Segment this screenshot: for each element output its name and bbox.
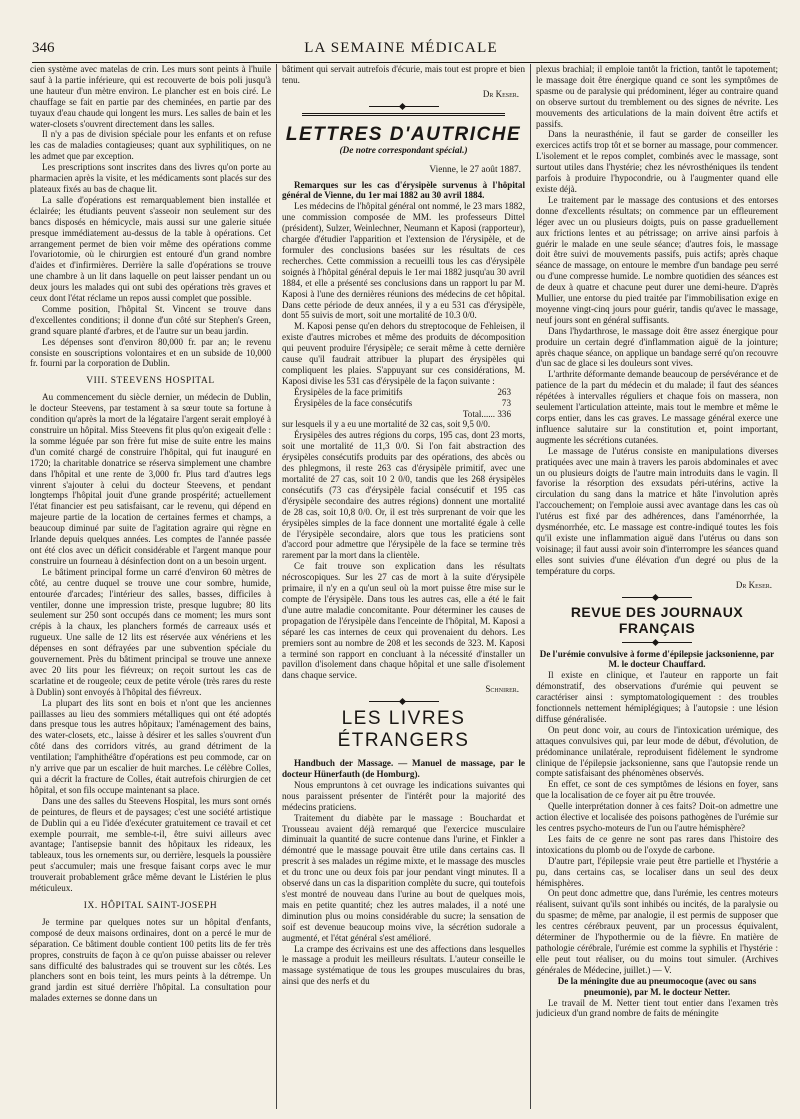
paragraph: La salle d'opérations est remarquablement bien installée et éclairée; les étudiants peuvent s'asseoir non seulement sur des bancs disposés en hémicycle, mais aussi sur une galerie située presque immédiatement au-dessus de la table à opérations. Cet arrangement permet de bien voir même des opérations comme l'ovariotomie, où le chirurgien est entouré d'un grand nombre d'aides et d'infirmières. Derrière la salle d'opérations se trouve une chambre à un lit dans laquelle on peut laisser pendant un ou deux jours les malades qui ont subi des opérations très graves et ceux dont l'état réclame un repos aussi complet que possible.: [30, 194, 271, 304]
stat-total: Total...... 336: [462, 408, 511, 419]
paragraph: Dans l'hydarthrose, le massage doit être assez énergique pour produire un certain degré d'inflammation aiguë de la jointure; après chaque séance, on applique un bandage serré qu'on recouvre d'un sac de glace si les douleurs sont vives.: [536, 325, 778, 369]
paragraph: Le massage de l'utérus consiste en manipulations diverses pratiquées avec une main à travers les parois abdominales et avec un ou plusieurs doigts de l'autre main introduits dans le vagin. Il favorise la résorption des exsudats péri-utérins, active la circulation du sang dans la matrice et hâte l'involution après l'accouchement; on l'emploie aussi avec avantage dans les cas où l'utérus est fixé par des adhérences, dans l'aménorrhée, la dysménorrhée, etc. Le massage est contre-indiqué toutes les fois qu'il existe une inflammation aiguë dans l'utérus ou dans son voisinage; il faut aussi avoir soin d'interrompre les séances quand elles sont suivies d'une élévation d'un degré ou plus de la température du corps.: [536, 445, 778, 576]
article-lead: De l'urémie convulsive à forme d'épilepsie jacksonienne, par M. le docteur Chauffard.: [539, 648, 775, 670]
page-header: [32, 40, 770, 63]
paragraph: La crampe des écrivains est une des affections dans lesquelles le massage a produit les meilleurs résultats. L'auteur conseille le massage systématique de tous les groupes musculaires du bras, ainsi que des nerfs et du: [282, 943, 525, 987]
journal-title: LA SEMAINE MÉDICALE: [304, 40, 498, 56]
paragraph: bâtiment qui servait autrefois d'écurie, mais tout est propre et bien tenu.: [282, 64, 525, 85]
article-lead: Handbuch der Massage. — Manuel de massage, par le docteur Hünerfauth (de Homburg).: [282, 758, 525, 780]
stat-row: [282, 398, 525, 409]
paragraph: Le bâtiment principal forme un carré d'environ 60 mètres de côté, au centre duquel se trouve une cour sombre, humide, entourée d'arcades; l'intérieur des salles, basses, difficiles à ventiler, donne une impression triste, presque lugubre; 80 lits seulement sur 250 sont occupés dans ce moment; les murs sont crépis à la chaux, les planchers formés de carreaux usés et rugueux. Une salle de 12 lits est réservée aux vénériens et les dépenses en sont défrayées par une subvention spéciale du gouvernement. Près du bâtiment principal se trouve une annexe avec 20 lits pour les fiévreux; on reçoit surtout les cas de scarlatine et de rougeole; ceux de petite vérole (très rares du reste à Dublin) sont envoyés à l'hôpital des fiévreux.: [30, 566, 271, 697]
paragraph: Au commencement du siècle dernier, un médecin de Dublin, le docteur Steevens, par testament à sa sœur toute sa fortune à condition qu'après la mort de la légataire l'argent serait employé à construire un hôpital. Miss Steevens fit plus qu'on exigeait d'elle : la somme léguée par son frère fut mise de suite entre les mains d'un comité chargé de construire l'hôpital, qui fut inauguré en 1720; la charitable donatrice se réserva simplement une chambre dans l'hôpital et une rente de 3,000 fr. Plus tard d'autres legs vinrent s'ajouter à celui du docteur Steevens, et pendant longtemps l'hôpital jouit d'une grande prospérité; actuellement l'état financier est peu satisfaisant, car le revenu, qui dépend en majeure partie de la location de certaines fermes et champs, a beaucoup diminué par suite de l'agitation agraire qui règne en Irlande depuis quelques années. Les comptes de l'année passée ont été clos avec un déficit considérable et l'argent manque pour construire un fourneau à désinfection dont on a un besoin urgent.: [30, 392, 271, 566]
paragraph: Le traitement par le massage des contusions et des entorses donne d'excellents résultats; on commence par un effleurement léger avec un ou plusieurs doigts, puis on passe graduellement aux frictions lentes et au pétrissage; on arrive ainsi parfois à guérir le malade en une seule séance; d'autres fois, le massage doit être suivi de mouvements passifs, puis actifs; après chaque séance de massage, on entoure le membre d'un bandage peu serré ou d'une compresse humide. Le nombre quotidien des séances est de deux à quatre et chacune peut durer une demi-heure. D'après Mullier, une entorse du pied traitée par l'immobilisation exige en moyenne vingt-cinq jours pour guérir, tandis qu'avec le massage, neuf jours sont en général suffisants.: [536, 194, 778, 325]
paragraph: Le travail de M. Netter tient tout entier dans l'examen très judicieux d'un grand nombre de faits de méningite: [536, 997, 778, 1019]
paragraph: Dans la neurasthénie, il faut se garder de conseiller les exercices actifs trop tôt et se borner au massage, pour commencer. L'isolement et le repos complet, combinés avec le massage, sont surtout utiles dans l'hystérie; chez les névrosthéniques ils tendent parfois à produire l'hypocondrie, ou à l'augmenter quand elle existe déjà.: [536, 129, 778, 194]
paragraph: Les médecins de l'hôpital général ont nommé, le 23 mars 1882, une commission composée de MM. les professeurs Dittel (président), Sulzer, Weinlechner, Neumann et Kaposi (rapporteur), chargée d'étudier l'apparition et l'extension de l'érysipèle, et de formuler des conclusions basées sur les résultats de ces recherches. Cette commission a recueilli tous les cas d'érysipèle soignés à l'hôpital général depuis le 1er mai 1882 jusqu'au 30 avril 1884, et elle a présenté ses conclusions dans un rapport lu par M. Kaposi à l'une des dernières réunions des médecins de cet hôpital. Dans cette période de deux années, il y a eu 531 cas d'érysipèle, dont 55 suivis de mort, soit une mortalité de 10.3 0/0.: [282, 201, 525, 321]
signature: Dr Keser.: [482, 88, 519, 99]
paragraph: Les dépenses sont d'environ 80,000 fr. par an; le revenu consiste en souscriptions volontaires et en un subside de 10,000 fr. fourni par la corporation de Dublin.: [30, 336, 271, 369]
paragraph: Les prescriptions sont inscrites dans des livres qu'on porte au pharmacien après la visite, et les médicaments sont placés sur des plateaux fixés au bas de chaque lit.: [30, 162, 271, 194]
column-3: [536, 64, 778, 1109]
lettres-autriche-title: LETTRES D'AUTRICHE: [285, 123, 522, 145]
paragraph: Comme position, l'hôpital St. Vincent se trouve dans d'excellentes conditions; il donne d'un côté sur Stephen's Green, grand square planté d'arbres, et de l'autre sur un beau jardin.: [30, 303, 271, 336]
stat-label: Érysipèles de la face consécutifs: [294, 397, 413, 408]
signature: Schnirer.: [485, 684, 519, 695]
stat-label: Érysipèles de la face primitifs: [294, 386, 403, 397]
column-1: [30, 64, 271, 1109]
title-rule: [302, 115, 505, 116]
lettres-autriche-subtitle: (De notre correspondant spécial.): [339, 145, 468, 156]
livres-etrangers-title: LES LIVRES ÉTRANGERS: [337, 708, 470, 752]
paragraph: Il n'y a pas de division spéciale pour les enfants et on refuse les cas de maladies contagieuses; quant aux syphilitiques, on ne les admet que par exception.: [30, 129, 271, 162]
column-2: [282, 64, 525, 1109]
dateline: Vienne, le 27 août 1887.: [429, 164, 521, 175]
paragraph: cien système avec matelas de crin. Les murs sont peints à l'huile sauf à la partie inférieure, qui est recouverte de bois poli jusqu'à une hauteur d'un mètre environ. Le plancher est en bois ciré. Le chauffage se fait en partie par des cheminées, en partie par des tuyaux d'eau chaude qui longent les murs. Les salles de bain et les water-closets s'ouvrent directement dans les salles.: [30, 64, 271, 129]
paragraph: Il existe en clinique, et l'auteur en rapporte un fait démonstratif, des observations d'urémie qui peuvent se caractériser ainsi : symptomatologiquement : des troubles fonctionnels nettement hémiplégiques; à l'autopsie : une lésion diffuse généralisée.: [536, 670, 778, 724]
column-rule-left: [276, 64, 277, 1109]
paragraph: On peut donc admettre que, dans l'urémie, les centres moteurs réalisent, suivant qu'ils sont inhibés ou incités, de la paralysie ou du spasme; de même, par analogie, il est permis de supposer que les centres cérébraux peuvent, par un processus équivalent, déterminer de l'hypothermie ou de la fièvre. En matière de pathologie cérébrale, l'urémie est comme la syphilis et l'hystérie : elle peut tout réaliser, ou du moins tout simuler. (Archives générales de Médecine, juillet.) — V.: [536, 888, 778, 975]
paragraph: Ce fait trouve son explication dans les résultats nécroscopiques. Sur les 27 cas de mort à la suite d'érysipèle primaire, il n'y en a qu'un seul où la mort puisse être mise sur le compte de l'érysipèle. Dans tous les autres cas, elle a été le fait d'une autre maladie concomitante. Pour déterminer les causes de propagation de l'érysipèle dans l'enceinte de l'hôpital, M. Kaposi a séparé les cas internes de ceux qui provenaient du dehors. Les premiers sont au nombre de 208 et les seconds de 323. M. Kaposi a terminé son rapport en concluant à la nécessité d'installer un pavillon d'isolement dans chaque hôpital et une salle d'isolement dans chaque service.: [282, 561, 525, 681]
paragraph: Dans une des salles du Steevens Hospital, les murs sont ornés de peintures, de fleurs et de paysages; c'est une société artistique de Dublin qui a eu l'idée d'exécuter gratuitement ce travail et cet exemple pourrait, me semble-t-il, être suivi ailleurs avec avantage; l'antisepsie bannit des hôpitaux les rideaux, les tableaux, tous les ornements sur, ou derrière, lesquels la poussière peut s'accumuler; mais une fresque faisant corps avec le mur trouverait probablement grâce même devant le Listérien le plus méticuleux.: [30, 795, 271, 894]
paragraph: plexus brachial; il emploie tantôt la friction, tantôt le tapotement; le massage doit être énergique quand ce sont les symptômes de spasme ou de paralysie qui prédominent, léger au contraire quand on observe surtout du tremblement ou des signes de névrite. Les mouvements des articulations de la main doivent être actifs et passifs.: [536, 64, 778, 129]
title-rule: [302, 113, 505, 114]
section-heading-steevens: VIII. STEEVENS HOSPITAL: [86, 376, 215, 387]
paragraph: La plupart des lits sont en bois et n'ont que les anciennes paillasses au lieu des sommiers métalliques qui ont été adoptés dans presque tous les autres hôpitaux; l'aménagement des bains, des water-closets, etc., laisse à désirer et les salles s'ouvrent d'un côté dans des corridors vitrés, au grand détriment de la ventilation; l'amphithéâtre d'opérations est peu commode, car on n'y arrive que par un escalier de huit marches. Le célèbre Colles, qui a décrit la fracture de Colles, était autrefois chirurgien de cet hôpital, et son fils occupe maintenant sa place.: [30, 697, 271, 795]
paragraph: En effet, ce sont de ces symptômes de lésions en foyer, sans que la localisation de ce foyer ait pu être trouvée.: [536, 779, 778, 801]
paragraph: L'arthrite déformante demande beaucoup de persévérance et de patience de la part du médecin et du malade; il faut des séances répétées à intervalles réguliers et chaque fois on massera, non seulement l'articulation atteinte, mais tout le membre et même le corps entier, dans les cas graves. Le massage général exerce une influence salutaire sur la constitution et, point important, augmente les sécrétions cutanées.: [536, 369, 778, 445]
ornament-separator: [622, 597, 692, 598]
paragraph: Nous empruntons à cet ouvrage les indications suivantes qui nous paraissent présenter de l'intérêt pour la majorité des médecins praticiens.: [282, 779, 525, 812]
article-lead: Remarques sur les cas d'érysipèle survenus à l'hôpital général de Vienne, du 1er mai 1882 au 30 avril 1884.: [282, 179, 525, 201]
paragraph: Érysipèles des autres régions du corps, 195 cas, dont 23 morts, soit une mortalité de 11,3 0/0. Si l'on fait abstraction des érysipèles consécutifs produits par des opérations, des abcès ou des phlegmons, il reste 263 cas d'érysipèle primitif, avec une mortalité de 27 cas, soit 10 2 0/0, tandis que les 268 érysipèles consécutifs (73 cas d'érysipèle facial consécutif et 195 cas d'érysipèle secondaire des autres régions) donnent une mortalité de 28 cas, soit 10,8 0/0. Or, il est très surprenant de voir que les érysipèles simples de la face donnent une mortalité égale à celle de l'érysipèle secondaire, alors que tous les praticiens sont d'accord pour admettre que l'érysipèle de la face se termine très rarement par la mort dans la clientèle.: [282, 430, 525, 561]
paragraph: D'autre part, l'épilepsie vraie peut être partielle et l'hystérie a pu, dans certains cas, se localiser dans un seul des deux hémisphères.: [536, 855, 778, 888]
article-lead: De la méningite due au pneumocoque (avec ou sans pneumonie), par M. le docteur Netter.: [557, 975, 757, 997]
paragraph: M. Kaposi pense qu'en dehors du streptocoque de Fehleisen, il existe d'autres microbes et même des produits de décomposition qui peuvent produire l'érysipèle; ce serait même à cette dernière cause qu'il faudrait attribuer la plupart des érysipèles qui compliquent les plaies. S'appuyant sur ces considérations, M. Kaposi divise les 531 cas d'érysipèle de la façon suivante :: [282, 321, 525, 386]
column-rule-right: [530, 64, 531, 1109]
revue-journaux-title: REVUE DES JOURNAUX FRANÇAIS: [570, 603, 744, 636]
paragraph: Les faits de ce genre ne sont pas rares dans l'histoire des intoxications du plomb ou de l'oxyde de carbone.: [536, 833, 778, 855]
stat-row: [282, 387, 525, 398]
paragraph: sur lesquels il y a eu une mortalité de 32 cas, soit 9,5 0/0.: [282, 419, 491, 430]
paragraph: Traitement du diabète par le massage : Bouchardat et Trousseau avaient déjà remarqué que l'exercice musculaire diminuait la quantité de sucre contenue dans l'urine, et Finkler a démontré que le massage pouvait être utile dans certains cas. Il prescrit à ses malades un régime mixte, et le massage des muscles et du tronc une ou deux fois par jour pendant vingt minutes. Il a observé dans un cas la disparition complète du sucre, qui toutefois s'est montré de nouveau dans l'urine au bout de quelques mois, mais en petite quantité; chez les autres malades, il a noté une diminution plus ou moins considérable du sucre; la sensation de soif est devenue beaucoup moins vive, la sécrétion sudorale a augmenté, et l'état général s'est amélioré.: [282, 812, 525, 943]
page-number: 346: [32, 40, 55, 56]
paragraph: Je termine par quelques notes sur un hôpital d'enfants, composé de deux maisons ordinaires, dont on a percé le mur de séparation. Ce bâtiment double contient 100 petits lits de fer très propres, construits de façon à ce qu'on puisse abaisser ou relever sans difficulté des balustrades qui se trouvent sur les côtés. Les planchers sont en bois teint, les murs peints à la détrempe. Un grand jardin est situé derrière l'hôpital. La consultation pour malades externes se donne dans un: [30, 916, 271, 1004]
signature: Dr Keser.: [735, 579, 772, 590]
stat-value: 263: [497, 386, 511, 397]
paragraph: On peut donc voir, au cours de l'intoxication urémique, des attaques convulsives qui, par leur mode de début, d'évolution, de prédominance unilatérale, reproduisent fidèlement le syndrome clinique de l'épilepsie jacksonienne, sans que l'autopsie rende un compte satisfaisant des phénomènes observés.: [536, 724, 778, 779]
section-heading-saint-joseph: IX. HÔPITAL SAINT-JOSEPH: [83, 900, 218, 911]
ornament-separator: [622, 642, 692, 643]
ornament-separator: [369, 106, 439, 107]
stat-value: 73: [501, 397, 511, 408]
ornament-separator: [369, 701, 439, 702]
paragraph: Quelle interprétation donner à ces faits? Doit-on admettre une action élective et localisée des poisons pathogènes de l'urémie sur les centres psycho-moteurs de l'un ou l'autre hémisphère?: [536, 801, 778, 833]
